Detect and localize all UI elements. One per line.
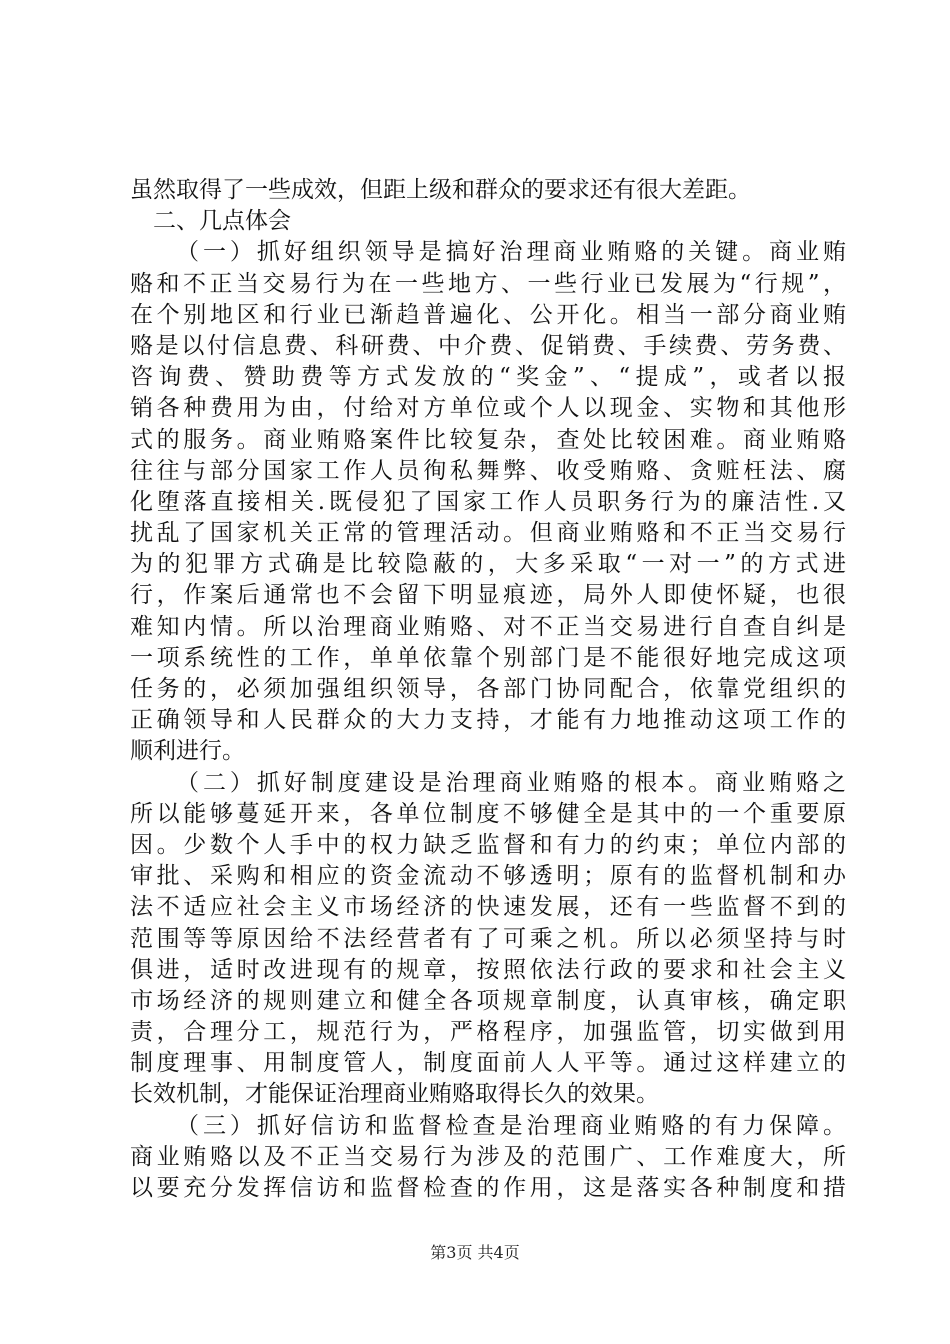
- text-line: 所以能够蔓延开来，各单位制度不够健全是其中的一个重要原: [130, 800, 846, 827]
- paragraph-first-line: （三）抓好信访和监督检查是治理商业贿赂的有力保障。: [176, 1112, 846, 1139]
- paragraph-first-line: （一）抓好组织领导是搞好治理商业贿赂的关键。商业贿: [176, 239, 846, 266]
- text-line: 以要充分发挥信访和监督检查的作用，这是落实各种制度和措: [130, 1175, 846, 1201]
- text-line: 制度理事、用制度管人，制度面前人人平等。通过这样建立的: [130, 1050, 846, 1077]
- text-line: 扰乱了国家机关正常的管理活动。但商业贿赂和不正当交易行: [130, 520, 846, 547]
- text-line: 为的犯罪方式确是比较隐蔽的，大多采取“一对一”的方式进: [130, 551, 846, 578]
- text-line: 赂和不正当交易行为在一些地方、一些行业已发展为“行规”，: [130, 270, 846, 297]
- text-line: 任务的，必须加强组织领导，各部门协同配合，依靠党组织的: [130, 676, 846, 702]
- body-text: [130, 175, 846, 1204]
- text-line: 审批、采购和相应的资金流动不够透明；原有的监督机制和办: [130, 863, 846, 890]
- text-line: 范围等等原因给不法经营者有了可乘之机。所以必须坚持与时: [130, 925, 846, 952]
- paragraph-first-line: （二）抓好制度建设是治理商业贿赂的根本。商业贿赂之: [176, 769, 846, 796]
- text-line: 商业贿赂以及不正当交易行为涉及的范围广、工作难度大，所: [130, 1143, 846, 1170]
- text-line: 俱进，适时改进现有的规章，按照依法行政的要求和社会主义: [130, 956, 846, 983]
- page-number-footer: 第3页 共4页: [430, 1243, 520, 1262]
- text-line: 行，作案后通常也不会留下明显痕迹，局外人即使怀疑，也很: [130, 582, 846, 609]
- text-line: 在个别地区和行业已渐趋普遍化、公开化。相当一部分商业贿: [130, 301, 846, 328]
- text-line: 责，合理分工，规范行为，严格程序，加强监管，切实做到用: [130, 1019, 846, 1046]
- text-line: 式的服务。商业贿赂案件比较复杂，查处比较困难。商业贿赂: [130, 426, 846, 453]
- text-line: 法不适应社会主义市场经济的快速发展，还有一些监督不到的: [130, 894, 846, 921]
- text-line: 因。少数个人手中的权力缺乏监督和有力的约束；单位内部的: [130, 831, 846, 858]
- text-line: 虽然取得了一些成效，但距上级和群众的要求还有很大差距。: [130, 177, 751, 203]
- section-heading: 二、几点体会: [153, 208, 291, 235]
- text-line: 赂是以付信息费、科研费、中介费、促销费、手续费、劳务费、: [130, 332, 846, 359]
- text-line: 咨询费、赞助费等方式发放的“奖金”、“提成”，或者以报: [130, 364, 846, 391]
- paragraph-last-line: 顺利进行。: [130, 738, 245, 765]
- text-line: 正确领导和人民群众的大力支持，才能有力地推动这项工作的: [130, 707, 846, 734]
- text-line: 难知内情。所以治理商业贿赂、对不正当交易进行自查自纠是: [130, 613, 846, 640]
- text-line: 销各种费用为由，付给对方单位或个人以现金、实物和其他形: [130, 395, 846, 422]
- paragraph-last-line: 长效机制，才能保证治理商业贿赂取得长久的效果。: [130, 1081, 659, 1108]
- text-line: 往往与部分国家工作人员徇私舞弊、收受贿赂、贪赃枉法、腐: [130, 457, 846, 484]
- text-line: 市场经济的规则建立和健全各项规章制度，认真审核，确定职: [130, 987, 846, 1014]
- text-line: 一项系统性的工作，单单依靠个别部门是不能很好地完成这项: [130, 644, 846, 671]
- text-line: 化堕落直接相关.既侵犯了国家工作人员职务行为的廉洁性.又: [130, 488, 846, 515]
